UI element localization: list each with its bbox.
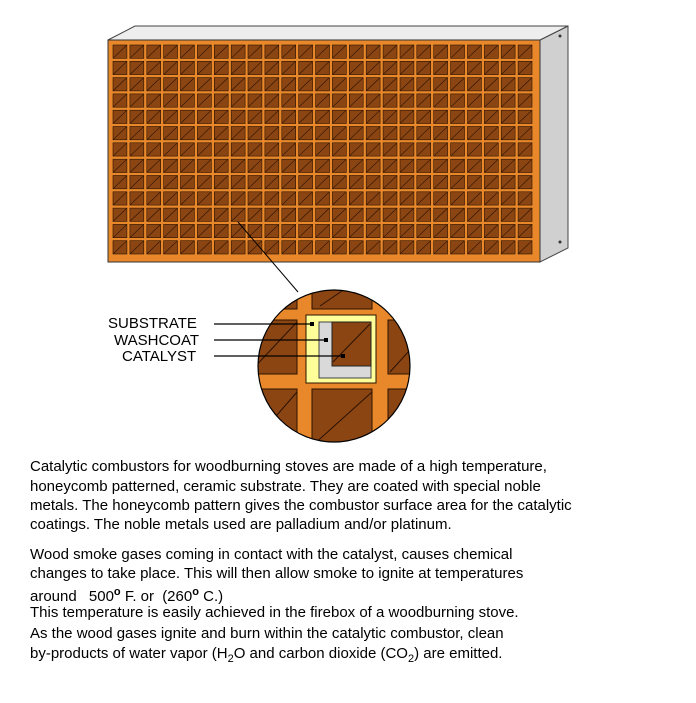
label-washcoat: WASHCOAT [114, 332, 199, 349]
substrate-marker [310, 322, 314, 326]
emissions-text: by-products of water vapor (H [30, 645, 228, 662]
unit-fahrenheit: F. or [124, 588, 155, 605]
para2-around: around [30, 588, 77, 605]
degree-symbol: o [113, 586, 121, 598]
temp-fahrenheit: 500 [88, 588, 114, 605]
para2-line: changes to take place. This will then allow smoke to ignite at temperatures [30, 565, 524, 582]
para1-line: Catalytic combustors for woodburning stoves are made of a high temperature, [30, 458, 547, 475]
para2-line: As the wood gases ignite and burn within the catalytic combustor, clean [30, 625, 504, 642]
magnified-view [250, 280, 428, 450]
para2-emissions-line [30, 645, 502, 668]
catalyst-marker [341, 354, 345, 358]
temp-celsius: (260 [162, 588, 193, 605]
washcoat-marker [324, 338, 328, 342]
combustor-top-panel [108, 26, 568, 40]
emissions-text: ) are emitted. [414, 645, 503, 662]
unit-celsius: C.) [203, 588, 224, 605]
rivet [559, 35, 562, 38]
emissions-text: O and carbon dioxide (CO [233, 645, 408, 662]
para1-line: coatings. The noble metals used are palladium and/or platinum. [30, 516, 452, 533]
label-catalyst: CATALYST [122, 348, 197, 365]
combustor-side-panel [540, 26, 568, 262]
subscript: 2 [227, 653, 234, 665]
subscript: 2 [407, 653, 415, 665]
para2-line: Wood smoke gases coming in contact with the catalyst, causes chemical [30, 546, 513, 563]
para2-line: This temperature is easily achieved in the firebox of a woodburning stove. [30, 604, 519, 621]
para1-line: metals. The honeycomb pattern gives the combustor surface area for the catalytic [30, 497, 572, 514]
rivet [559, 241, 562, 244]
para1-line: honeycomb patterned, ceramic substrate. They are coated with special noble [30, 478, 541, 495]
label-substrate: SUBSTRATE [108, 315, 197, 332]
para2-temperature-line [30, 583, 223, 606]
degree-symbol: o [192, 586, 199, 598]
